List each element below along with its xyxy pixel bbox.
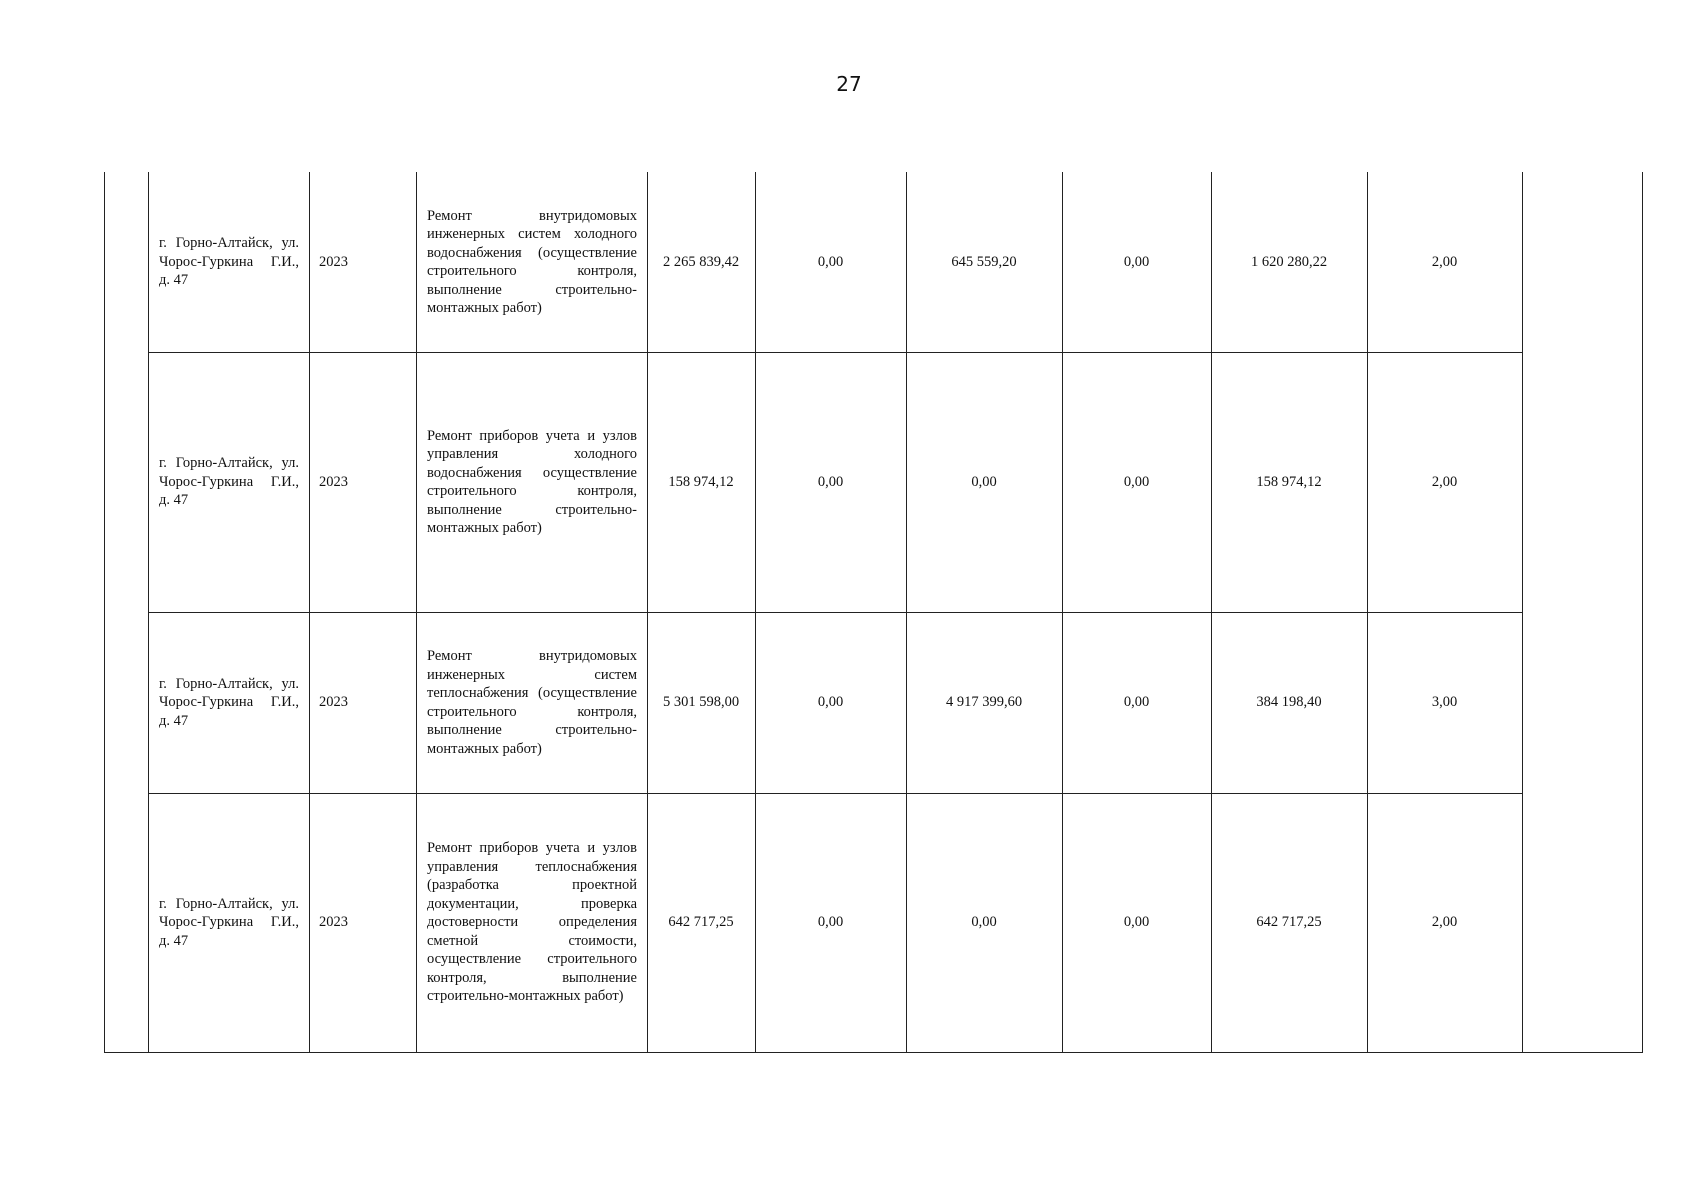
value-cell: 384 198,40 bbox=[1256, 694, 1322, 711]
table-border-left bbox=[104, 172, 105, 1053]
address-cell: г. Горно-Алтайск, ул. Чорос-Гуркина Г.И., д. 47 bbox=[159, 455, 299, 509]
value-cell: 0,00 bbox=[971, 914, 997, 931]
value-cell: 645 559,20 bbox=[951, 253, 1017, 270]
year-cell: 2023 bbox=[319, 473, 348, 490]
work-description-cell: Ремонт приборов учета и узлов управления теплоснабжения (разработка проектной документации, проверка достоверности определения сметной стоимости, осуществление строительного контроля, выполнение строительно-монтажных работ) bbox=[427, 840, 637, 1005]
total-cost-cell: 158 974,12 bbox=[668, 473, 734, 490]
value-cell: 2,00 bbox=[1431, 253, 1458, 270]
value-cell: 0,00 bbox=[1123, 914, 1150, 931]
value-cell: 158 974,12 bbox=[1256, 473, 1322, 490]
value-cell: 0,00 bbox=[817, 473, 844, 490]
value-cell: 0,00 bbox=[1123, 473, 1150, 490]
year-cell: 2023 bbox=[319, 253, 348, 270]
value-cell: 2,00 bbox=[1431, 914, 1458, 931]
work-description-cell: Ремонт внутридомовых инженерных систем холодного водоснабжения (осуществление строительного контроля, выполнение строительно-монтажных работ) bbox=[427, 207, 637, 316]
table-border-bottom bbox=[104, 1052, 1643, 1053]
address-cell: г. Горно-Алтайск, ул. Чорос-Гуркина Г.И., д. 47 bbox=[159, 235, 299, 289]
value-cell: 0,00 bbox=[1123, 253, 1150, 270]
work-description-cell: Ремонт внутридомовых инженерных систем теплоснабжения (осуществление строительного контроля, выполнение строительно-монтажных работ) bbox=[427, 648, 637, 757]
value-cell: 2,00 bbox=[1431, 473, 1458, 490]
year-cell: 2023 bbox=[319, 914, 348, 931]
work-description-cell: Ремонт приборов учета и узлов управления холодного водоснабжения осуществление строительного контроля, выполнение строительно-монтажных работ) bbox=[427, 427, 637, 536]
value-cell: 0,00 bbox=[817, 253, 844, 270]
total-cost-cell: 5 301 598,00 bbox=[662, 694, 740, 711]
value-cell: 1 620 280,22 bbox=[1250, 253, 1328, 270]
address-cell: г. Горно-Алтайск, ул. Чорос-Гуркина Г.И., д. 47 bbox=[159, 675, 299, 729]
total-cost-cell: 642 717,25 bbox=[668, 914, 734, 931]
year-cell: 2023 bbox=[319, 694, 348, 711]
table-border-right bbox=[1642, 172, 1643, 1053]
value-cell: 642 717,25 bbox=[1256, 914, 1322, 931]
total-cost-cell: 2 265 839,42 bbox=[662, 253, 740, 270]
page-number: 27 bbox=[836, 72, 862, 96]
value-cell: 4 917 399,60 bbox=[945, 694, 1023, 711]
value-cell: 3,00 bbox=[1431, 694, 1458, 711]
value-cell: 0,00 bbox=[817, 914, 844, 931]
value-cell: 0,00 bbox=[971, 473, 997, 490]
value-cell: 0,00 bbox=[817, 694, 844, 711]
address-cell: г. Горно-Алтайск, ул. Чорос-Гуркина Г.И., д. 47 bbox=[159, 895, 299, 949]
value-cell: 0,00 bbox=[1123, 694, 1150, 711]
